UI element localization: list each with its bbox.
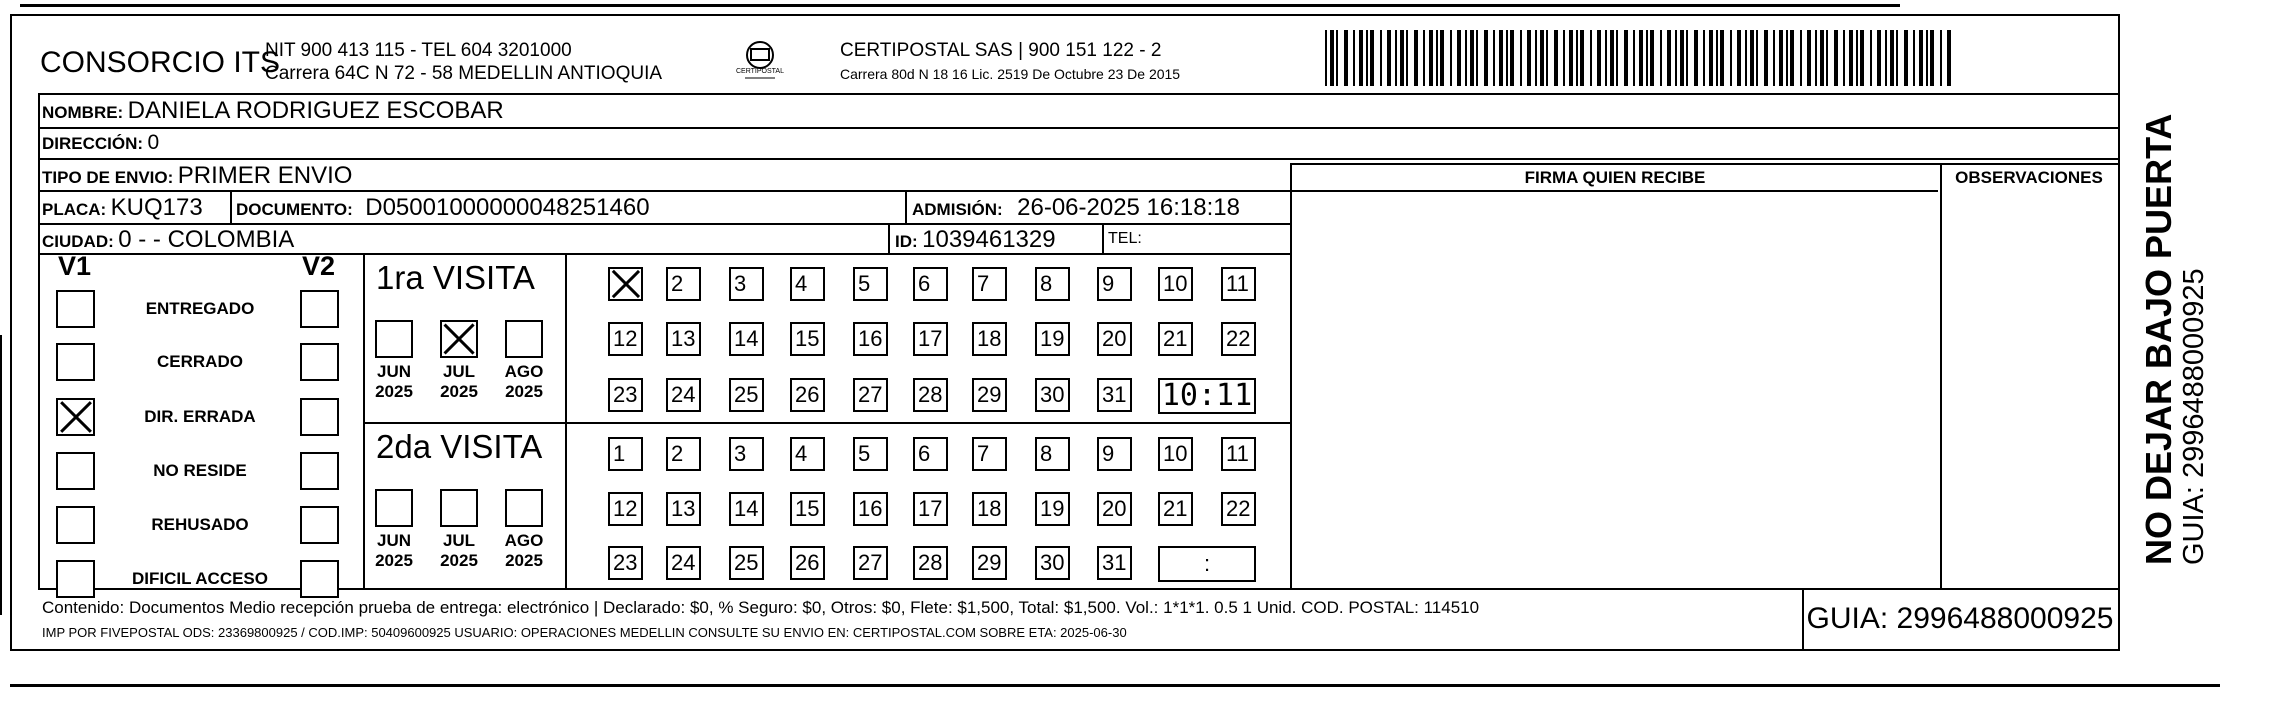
id-row <box>895 226 1056 254</box>
carrier-line2: Carrera 80d N 18 16 Lic. 2519 De Octubre 23 De 2015 <box>840 66 1181 82</box>
id-value: 1039461329 <box>922 226 1056 253</box>
barcode-bar <box>1423 30 1425 86</box>
barcode-bar <box>1890 30 1894 86</box>
barcode-bar <box>1610 30 1614 86</box>
day-box[interactable]: 14 <box>729 322 764 356</box>
barcode-bar <box>1325 30 1327 86</box>
barcode-bar <box>1790 30 1794 86</box>
month-name: AGO <box>504 531 544 550</box>
visit-option-label: DIFICIL ACCESO <box>131 569 268 588</box>
barcode-bar <box>1527 30 1531 86</box>
day-box[interactable]: 29 <box>972 378 1007 412</box>
day-box[interactable]: 5 <box>853 437 888 471</box>
barcode-bar <box>1563 30 1565 86</box>
rule <box>905 190 907 223</box>
barcode-bar <box>1624 30 1628 86</box>
day-box[interactable]: 26 <box>790 546 825 580</box>
day-box[interactable]: 17 <box>913 492 948 526</box>
rule <box>230 190 232 223</box>
nombre-row <box>42 97 504 125</box>
day-box[interactable]: 20 <box>1097 492 1132 526</box>
month-checkbox[interactable] <box>375 320 413 358</box>
month-year: 2025 <box>505 382 543 401</box>
month-year: 2025 <box>505 551 543 570</box>
nombre-value: DANIELA RODRIGUEZ ESCOBAR <box>127 97 504 124</box>
v1-checkbox[interactable] <box>56 506 95 544</box>
barcode-bar <box>1773 30 1775 86</box>
day-box[interactable]: 11 <box>1221 437 1256 471</box>
day-box[interactable]: 8 <box>1035 267 1070 301</box>
v2-checkbox[interactable] <box>300 343 339 381</box>
barcode-bar <box>1860 30 1864 86</box>
day-box[interactable]: 12 <box>608 492 643 526</box>
second-visit-title: 2da VISITA <box>376 428 543 465</box>
day-box[interactable]: 25 <box>729 378 764 412</box>
day-box[interactable]: 10 <box>1158 267 1193 301</box>
barcode-bar <box>1779 30 1783 86</box>
barcode-bar <box>1926 30 1928 86</box>
barcode-bar <box>1650 30 1654 86</box>
day-box[interactable]: 21 <box>1158 322 1193 356</box>
barcode-bar <box>1476 30 1478 86</box>
barcode-bar <box>1510 30 1514 86</box>
rule <box>363 422 1290 424</box>
v1-checkbox[interactable] <box>56 560 95 598</box>
day-box[interactable]: 27 <box>853 546 888 580</box>
barcode-bar <box>1616 30 1618 86</box>
documento-label: DOCUMENTO: <box>236 200 353 219</box>
v1-checkbox[interactable] <box>56 290 95 328</box>
company-line1: NIT 900 413 115 - TEL 604 3201000 <box>265 40 572 61</box>
barcode-bar <box>1660 30 1662 86</box>
rule <box>2118 93 2120 588</box>
day-box[interactable]: 30 <box>1035 546 1070 580</box>
barcode-bar <box>1756 30 1758 86</box>
barcode-bar <box>1856 30 1858 86</box>
day-box[interactable]: 31 <box>1097 546 1132 580</box>
tipo-row <box>42 162 352 190</box>
tel-label: TEL: <box>1108 230 1142 247</box>
barcode-bar <box>1720 30 1724 86</box>
month-name: AGO <box>504 362 544 381</box>
barcode-bar <box>1540 30 1544 86</box>
top-scan-line <box>20 4 1900 7</box>
barcode-bar <box>1353 30 1355 86</box>
time-box[interactable]: 10:11 <box>1158 378 1256 414</box>
day-box[interactable]: 18 <box>972 492 1007 526</box>
barcode-bar <box>1590 30 1592 86</box>
side-guia-text: GUIA: 2996488000925 <box>2178 268 2210 565</box>
barcode-bar <box>1745 30 1747 86</box>
barcode-bar <box>1877 30 1881 86</box>
month-name: JUN <box>376 362 411 381</box>
barcode-bar <box>1849 30 1853 86</box>
day-box[interactable]: 8 <box>1035 437 1070 471</box>
barcode-bar <box>1344 30 1348 86</box>
direccion-label: DIRECCIÓN: <box>42 134 144 153</box>
ciudad-label: CIUDAD: <box>42 232 114 251</box>
day-box[interactable]: 19 <box>1035 492 1070 526</box>
day-box[interactable]: 30 <box>1035 378 1070 412</box>
day-box[interactable]: 23 <box>608 546 643 580</box>
v2-checkbox[interactable] <box>300 452 339 490</box>
placa-row <box>42 194 203 222</box>
barcode-bar <box>1535 30 1537 86</box>
month-year: 2025 <box>375 551 413 570</box>
barcode-bar <box>1675 30 1677 86</box>
barcode-bar <box>1387 30 1391 86</box>
day-box[interactable] <box>608 267 643 301</box>
month-checkbox[interactable] <box>440 320 478 358</box>
day-box[interactable]: 6 <box>913 267 948 301</box>
barcode-bar <box>1737 30 1741 86</box>
month-year: 2025 <box>440 551 478 570</box>
bottom-scan-line <box>10 684 2220 687</box>
v2-checkbox[interactable] <box>300 506 339 544</box>
v1-checkbox[interactable] <box>56 398 95 436</box>
day-box[interactable]: 4 <box>790 267 825 301</box>
nombre-label: NOMBRE: <box>42 103 124 122</box>
v1-checkbox[interactable] <box>56 452 95 490</box>
barcode-bar <box>1750 30 1754 86</box>
barcode-bar <box>1605 30 1607 86</box>
day-box[interactable]: 13 <box>666 322 701 356</box>
direccion-value: 0 <box>147 131 160 154</box>
rule <box>1290 163 1292 588</box>
month-label <box>369 362 419 402</box>
left-scan-edge <box>0 335 2 615</box>
tipo-label: TIPO DE ENVIO: <box>42 168 174 187</box>
time-box[interactable]: : <box>1158 546 1256 582</box>
day-box[interactable]: 28 <box>913 546 948 580</box>
barcode-bar <box>1904 30 1908 86</box>
visit-option-label: DIR. ERRADA <box>144 407 256 426</box>
day-box[interactable]: 16 <box>853 322 888 356</box>
month-label <box>434 531 484 571</box>
rule <box>1102 223 1104 253</box>
day-box[interactable]: 7 <box>972 267 1007 301</box>
day-box[interactable]: 26 <box>790 378 825 412</box>
barcode-bar <box>1580 30 1584 86</box>
v1-checkbox[interactable] <box>56 343 95 381</box>
documento-value: D05001000000048251460 <box>365 194 650 221</box>
barcode-bar <box>1366 30 1368 86</box>
day-box[interactable]: 17 <box>913 322 948 356</box>
barcode-bar <box>1843 30 1845 86</box>
ciudad-row <box>42 226 294 254</box>
day-box[interactable]: 16 <box>853 492 888 526</box>
barcode-bar <box>1395 30 1397 86</box>
certipostal-logo <box>735 38 785 86</box>
barcode <box>1325 30 1965 86</box>
rule <box>1290 163 2118 165</box>
day-box[interactable]: 29 <box>972 546 1007 580</box>
barcode-bar <box>1499 30 1503 86</box>
day-box[interactable]: 12 <box>608 322 643 356</box>
barcode-bar <box>1807 30 1811 86</box>
day-box[interactable]: 10 <box>1158 437 1193 471</box>
observaciones-label: OBSERVACIONES <box>1955 168 2103 187</box>
documento-row <box>236 194 650 222</box>
month-label <box>369 531 419 571</box>
barcode-bar <box>1520 30 1522 86</box>
visit-option-label: CERRADO <box>157 352 243 371</box>
barcode-bar <box>1815 30 1817 86</box>
barcode-bar <box>1930 30 1934 86</box>
barcode-bar <box>1493 30 1495 86</box>
barcode-bar <box>1370 30 1374 86</box>
footer-guia: GUIA: 2996488000925 <box>1806 602 2114 635</box>
barcode-bar <box>1546 30 1548 86</box>
rule <box>38 93 40 588</box>
barcode-bar <box>1554 30 1558 86</box>
barcode-bar <box>1703 30 1705 86</box>
barcode-bar <box>1406 30 1408 86</box>
barcode-bar <box>1633 30 1635 86</box>
barcode-bar <box>1450 30 1452 86</box>
rule <box>363 253 365 588</box>
barcode-bar <box>1820 30 1824 86</box>
barcode-bar <box>1834 30 1838 86</box>
barcode-bar <box>1870 30 1872 86</box>
month-checkbox[interactable] <box>440 489 478 527</box>
day-box[interactable]: 31 <box>1097 378 1132 412</box>
barcode-bar <box>1764 30 1768 86</box>
day-box[interactable]: 19 <box>1035 322 1070 356</box>
day-box[interactable]: 5 <box>853 267 888 301</box>
day-box[interactable]: 24 <box>666 546 701 580</box>
direccion-row <box>42 131 159 155</box>
month-checkbox[interactable] <box>505 320 543 358</box>
footer-line2: IMP POR FIVEPOSTAL ODS: 23369800925 / COD.IMP: 50409600925 USUARIO: OPERACIONES MEDELLIN CONSULTE SU ENVIO EN: CERTIPOSTAL.COM SOBRE ETA: 2025-06-30 <box>42 625 1127 640</box>
month-checkbox[interactable] <box>375 489 413 527</box>
visit-option-label: ENTREGADO <box>145 299 255 318</box>
barcode-bar <box>1800 30 1802 86</box>
day-box[interactable]: 9 <box>1097 267 1132 301</box>
month-name: JUL <box>442 362 476 381</box>
ciudad-value: 0 - - COLOMBIA <box>118 226 295 253</box>
day-box[interactable]: 20 <box>1097 322 1132 356</box>
barcode-bar <box>1686 30 1688 86</box>
rule <box>38 93 2118 95</box>
day-box[interactable]: 9 <box>1097 437 1132 471</box>
day-box[interactable]: 7 <box>972 437 1007 471</box>
side-warning-text: NO DEJAR BAJO PUERTA <box>2138 113 2179 565</box>
barcode-bar <box>1484 30 1488 86</box>
day-box[interactable]: 15 <box>790 322 825 356</box>
month-name: JUL <box>442 531 476 550</box>
day-box[interactable]: 25 <box>729 546 764 580</box>
barcode-bar <box>1709 30 1713 86</box>
admision-label: ADMISIÓN: <box>912 200 1003 219</box>
barcode-bar <box>1646 30 1648 86</box>
barcode-bar <box>1694 30 1698 86</box>
company-name: CONSORCIO ITS <box>40 46 281 79</box>
barcode-bar <box>1639 30 1643 86</box>
no-dejar-rotated <box>2140 114 2210 565</box>
rule <box>38 127 2118 129</box>
month-checkbox[interactable] <box>505 489 543 527</box>
visit-option-label: REHUSADO <box>151 515 249 534</box>
day-box[interactable]: 2 <box>666 437 701 471</box>
tipo-value: PRIMER ENVIO <box>177 162 353 189</box>
month-year: 2025 <box>375 382 413 401</box>
day-box[interactable]: 11 <box>1221 267 1256 301</box>
admision-row <box>912 194 1240 222</box>
rule <box>38 588 2118 590</box>
barcode-bar <box>1947 30 1951 86</box>
firma-label: FIRMA QUIEN RECIBE <box>1524 168 1706 187</box>
v2-checkbox[interactable] <box>300 398 339 436</box>
barcode-bar <box>1786 30 1788 86</box>
v2-label: V2 <box>302 251 336 281</box>
v2-checkbox[interactable] <box>300 290 339 328</box>
day-box[interactable]: 3 <box>729 267 764 301</box>
v1-label: V1 <box>58 251 92 281</box>
barcode-bar <box>1576 30 1578 86</box>
first-visit-title: 1ra VISITA <box>376 259 535 296</box>
barcode-bar <box>1506 30 1508 86</box>
rule <box>38 190 1938 192</box>
rule <box>888 223 890 253</box>
barcode-bar <box>1330 30 1334 86</box>
barcode-bar <box>1465 30 1467 86</box>
barcode-bar <box>1359 30 1363 86</box>
barcode-bar <box>1429 30 1433 86</box>
barcode-bar <box>1569 30 1573 86</box>
day-box[interactable]: 24 <box>666 378 701 412</box>
barcode-bar <box>1470 30 1474 86</box>
barcode-bar <box>1457 30 1461 86</box>
rule <box>565 253 567 588</box>
barcode-bar <box>1913 30 1915 86</box>
rule <box>38 158 2118 160</box>
rule <box>1940 163 1942 588</box>
barcode-bar <box>1919 30 1923 86</box>
month-year: 2025 <box>440 382 478 401</box>
barcode-bar <box>1885 30 1887 86</box>
day-box[interactable]: 3 <box>729 437 764 471</box>
footer-line1: Contenido: Documentos Medio recepción prueba de entrega: electrónico | Declarado: $0, % Seguro: $0, Otros: $0, Flete: $1,500, Total: $1,500. Vol.: 1*1*1. 0.5 1 Unid. COD. POSTAL: 114510 <box>42 598 1480 617</box>
carrier-line1: CERTIPOSTAL SAS | 900 151 122 - 2 <box>840 40 1162 61</box>
barcode-bar <box>1380 30 1382 86</box>
day-box[interactable]: 1 <box>608 437 643 471</box>
logo-text: CERTIPOSTAL <box>736 68 784 75</box>
day-box[interactable]: 28 <box>913 378 948 412</box>
day-box[interactable]: 15 <box>790 492 825 526</box>
day-box[interactable]: 22 <box>1221 322 1256 356</box>
day-box[interactable]: 21 <box>1158 492 1193 526</box>
day-box[interactable]: 14 <box>729 492 764 526</box>
month-label <box>434 362 484 402</box>
barcode-bar <box>1940 30 1942 86</box>
month-label <box>499 362 549 402</box>
barcode-bar <box>1680 30 1684 86</box>
placa-label: PLACA: <box>42 200 107 219</box>
barcode-bar <box>1597 30 1601 86</box>
day-box[interactable]: 2 <box>666 267 701 301</box>
barcode-bar <box>1716 30 1718 86</box>
day-box[interactable]: 18 <box>972 322 1007 356</box>
month-label <box>499 531 549 571</box>
day-box[interactable]: 27 <box>853 378 888 412</box>
visit-option-label: NO RESIDE <box>153 461 247 480</box>
barcode-bar <box>1730 30 1732 86</box>
barcode-bar <box>1667 30 1671 86</box>
day-box[interactable]: 13 <box>666 492 701 526</box>
company-line2: Carrera 64C N 72 - 58 MEDELLIN ANTIOQUIA <box>265 63 663 84</box>
id-label: ID: <box>895 232 918 251</box>
barcode-bar <box>1336 30 1338 86</box>
v2-checkbox[interactable] <box>300 560 339 598</box>
barcode-bar <box>1440 30 1444 86</box>
admision-value: 26-06-2025 16:18:18 <box>1017 194 1240 221</box>
month-name: JUN <box>376 531 411 550</box>
placa-value: KUQ173 <box>110 194 203 221</box>
day-box[interactable]: 6 <box>913 437 948 471</box>
day-box[interactable]: 23 <box>608 378 643 412</box>
barcode-bar <box>1400 30 1404 86</box>
barcode-bar <box>1436 30 1438 86</box>
day-box[interactable]: 22 <box>1221 492 1256 526</box>
barcode-bar <box>1414 30 1418 86</box>
day-box[interactable]: 4 <box>790 437 825 471</box>
barcode-bar <box>1896 30 1898 86</box>
barcode-bar <box>1826 30 1828 86</box>
